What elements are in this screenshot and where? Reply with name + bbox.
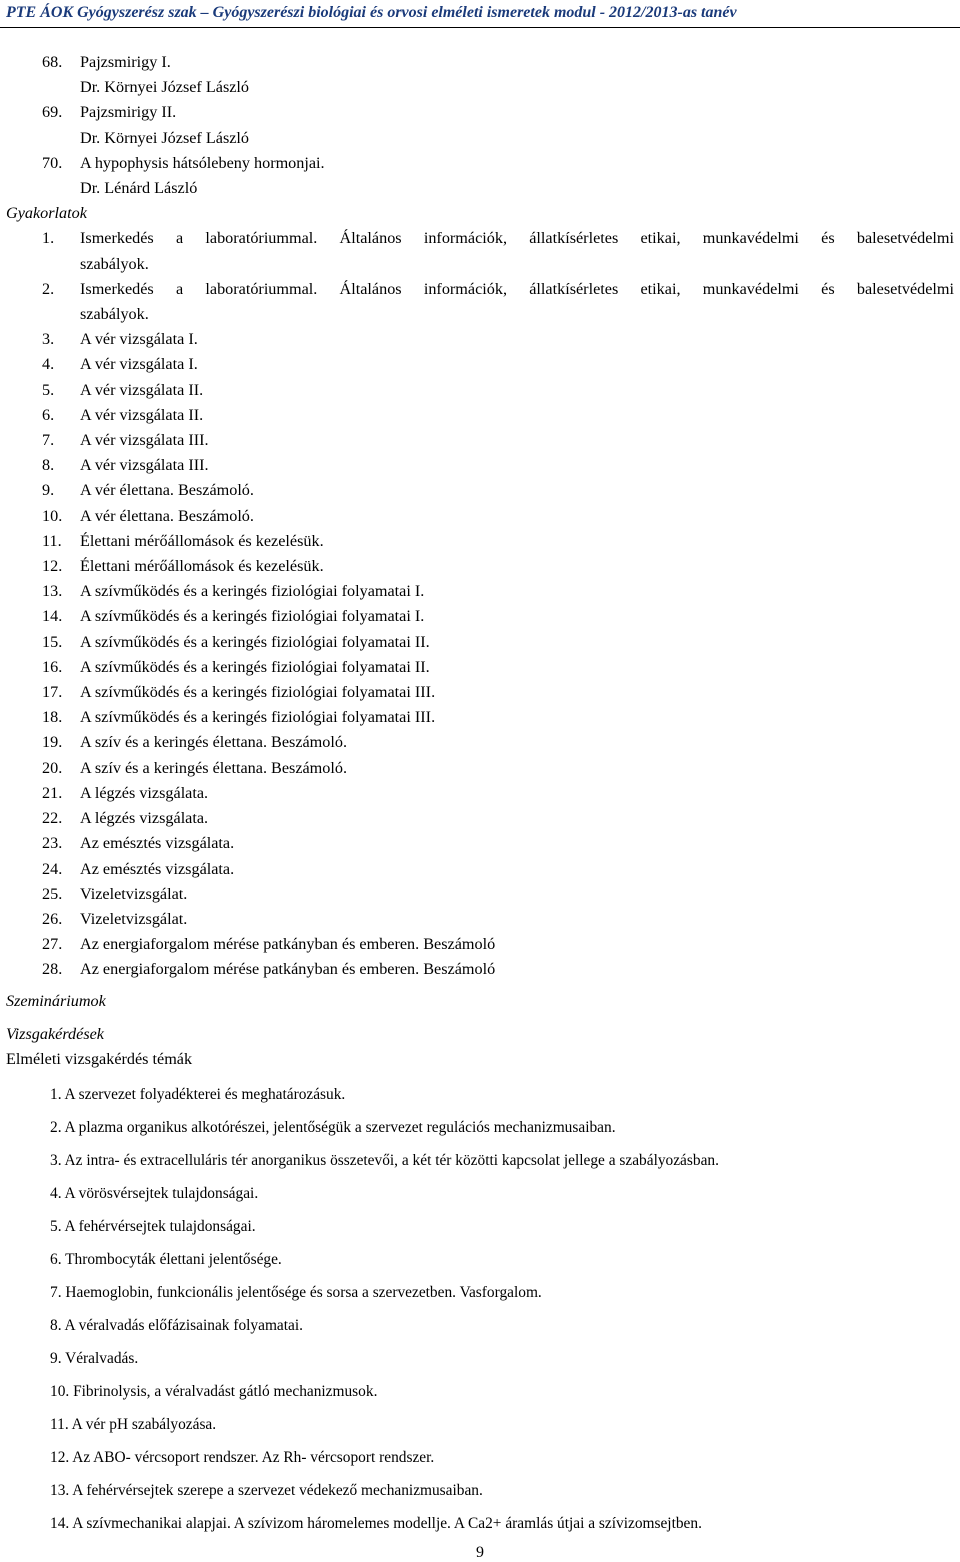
practical-number: 15. [42, 632, 63, 651]
practical-item [0, 604, 960, 629]
exam-topic: 8. A véralvadás előfázisainak folyamatai. [50, 1317, 303, 1335]
practical-item [0, 882, 960, 907]
exam-heading: Vizsgakérdések [6, 1024, 104, 1043]
practical-text: Élettani mérőállomások és kezelésük. [80, 557, 324, 576]
practical-number: 3. [42, 330, 55, 349]
practical-text: A szívműködés és a keringés fiziológiai folyamatai I. [80, 582, 425, 601]
practical-number: 27. [42, 935, 63, 954]
practical-text: Az energiaforgalom mérése patkányban és emberen. Beszámoló [80, 935, 496, 954]
practical-text: Az emésztés vizsgálata. [80, 834, 235, 853]
lecture-list [0, 50, 960, 201]
lecture-title: Pajzsmirigy I. [80, 53, 171, 71]
lecture-number: 70. [42, 153, 63, 172]
practical-text: A vér vizsgálata I. [80, 355, 198, 374]
practical-text: A szívműködés és a keringés fiziológiai folyamatai III. [80, 708, 436, 727]
practical-text: A vér élettana. Beszámoló. [80, 481, 254, 500]
practical-text: A légzés vizsgálata. [80, 809, 209, 828]
practical-item [0, 554, 960, 579]
practical-text: Vizeletvizsgálat. [80, 884, 188, 903]
lecture-lecturer: Dr. Környei József László [80, 128, 250, 147]
practical-item [0, 453, 960, 478]
practical-number: 19. [42, 733, 63, 752]
practical-number: 25. [42, 884, 63, 903]
exam-topic: 12. Az ABO- vércsoport rendszer. Az Rh- vércsoport rendszer. [50, 1449, 435, 1467]
practical-text: A vér vizsgálata I. [80, 330, 198, 349]
practical-text: A szívműködés és a keringés fiziológiai folyamatai I. [80, 607, 425, 626]
practical-number: 4. [42, 355, 55, 374]
lecture-title: A hypophysis hátsólebeny hormonjai. [80, 153, 325, 172]
practical-text: Vizeletvizsgálat. [80, 909, 188, 928]
practical-text: A szív és a keringés élettana. Beszámoló. [80, 758, 348, 777]
practical-item [0, 428, 960, 453]
practical-text: A szív és a keringés élettana. Beszámoló. [80, 733, 348, 752]
practical-number: 8. [42, 456, 55, 475]
lecture-title: Pajzsmirigy II. [80, 103, 177, 122]
practical-text: A szívműködés és a keringés fiziológiai folyamatai II. [80, 632, 430, 651]
header-title: PTE ÁOK Gyógyszerész szak – Gyógyszerészi biológiai és orvosi elméleti ismeretek modul - 2012/2013-as tanév [6, 4, 737, 21]
practical-item [0, 529, 960, 554]
lecture-number: 69. [42, 103, 63, 122]
exam-topic: 3. Az intra- és extracelluláris tér anorganikus összetevői, a két tér közötti kapcsolat jellege a szabályozásban. [50, 1152, 719, 1170]
practical-number: 12. [42, 557, 63, 576]
practical-number: 2. [42, 279, 55, 298]
practical-item [0, 756, 960, 781]
practical-text: Élettani mérőállomások és kezelésük. [80, 531, 324, 550]
practical-text: A vér vizsgálata II. [80, 380, 204, 399]
practical-text: A vér vizsgálata III. [80, 431, 209, 450]
exam-subheading: Elméleti vizsgakérdés témák [6, 1049, 193, 1068]
practical-item [0, 730, 960, 755]
practical-number: 9. [42, 481, 55, 500]
practical-number: 1. [42, 229, 55, 248]
document-body [0, 50, 960, 1540]
practical-item [0, 630, 960, 655]
practical-item [0, 932, 960, 957]
practical-text: A légzés vizsgálata. [80, 783, 209, 802]
practical-number: 14. [42, 607, 63, 626]
practical-item [0, 957, 960, 982]
practical-text: Az energiaforgalom mérése patkányban és emberen. Beszámoló [80, 960, 496, 979]
practical-item [0, 504, 960, 529]
practical-item [0, 781, 960, 806]
seminars-heading: Szemináriumok [6, 991, 106, 1010]
exam-topic: 4. A vörösvérsejtek tulajdonságai. [50, 1185, 259, 1203]
exam-topic: 10. Fibrinolysis, a véralvadást gátló mechanizmusok. [50, 1383, 378, 1401]
practical-number: 24. [42, 859, 63, 878]
practical-number: 5. [42, 380, 55, 399]
exam-topic: 7. Haemoglobin, funkcionális jelentősége és sorsa a szervezetben. Vasforgalom. [50, 1284, 542, 1302]
practical-item [0, 705, 960, 730]
practical-item [0, 352, 960, 377]
practical-item [0, 403, 960, 428]
practical-number: 26. [42, 909, 63, 928]
practical-item [0, 806, 960, 831]
practical-text: A vér vizsgálata III. [80, 456, 209, 475]
practical-text: A vér élettana. Beszámoló. [80, 506, 254, 525]
practical-number: 7. [42, 431, 55, 450]
lecture-item [0, 151, 960, 176]
exam-topic: 6. Thrombocyták élettani jelentősége. [50, 1251, 282, 1269]
practical-text-continued: szabályok. [80, 305, 149, 324]
page-number: 9 [476, 1544, 484, 1561]
practical-item [0, 831, 960, 856]
practical-number: 23. [42, 834, 63, 853]
practical-number: 21. [42, 783, 63, 802]
practical-number: 18. [42, 708, 63, 727]
exam-topic: 14. A szívmechanikai alapjai. A szívizom háromelemes modellje. A Ca2+ áramlás útjai a szívizomsejtben. [50, 1515, 702, 1533]
practical-text: A szívműködés és a keringés fiziológiai folyamatai III. [80, 683, 436, 702]
spacer [0, 1014, 960, 1022]
lecture-item [0, 50, 960, 75]
practicals-list [0, 226, 960, 982]
practical-number: 11. [42, 531, 62, 550]
lecture-number: 68. [42, 53, 63, 71]
practical-text: A szívműködés és a keringés fiziológiai folyamatai II. [80, 657, 430, 676]
exam-topic: 9. Véralvadás. [50, 1350, 139, 1368]
practical-number: 16. [42, 657, 63, 676]
practical-text: Az emésztés vizsgálata. [80, 859, 235, 878]
exam-topic-list [0, 1078, 960, 1540]
practical-number: 6. [42, 405, 55, 424]
exam-topic: 2. A plazma organikus alkotórészei, jelentőségük a szervezet regulációs mechanizmusaiban. [50, 1119, 616, 1137]
practical-text: Ismerkedés a laboratóriummal. Általános információk, állatkísérletes etikai, munkavédelmi és balesetvédelmi [80, 279, 954, 298]
exam-topic: 1. A szervezet folyadékterei és meghatározásuk. [50, 1086, 346, 1104]
practical-number: 13. [42, 582, 63, 601]
exam-topic: 5. A fehérvérsejtek tulajdonságai. [50, 1218, 256, 1236]
practical-text-continued: szabályok. [80, 254, 149, 273]
practical-text: Ismerkedés a laboratóriummal. Általános információk, állatkísérletes etikai, munkavédelmi és balesetvédelmi [80, 229, 954, 248]
practical-item [0, 680, 960, 705]
practical-number: 28. [42, 960, 63, 979]
exam-topic: 13. A fehérvérsejtek szerepe a szervezet védekező mechanizmusaiban. [50, 1482, 483, 1500]
practical-number: 10. [42, 506, 63, 525]
practical-item [0, 378, 960, 403]
practical-item [0, 907, 960, 932]
practical-item [0, 857, 960, 882]
practical-number: 17. [42, 683, 63, 702]
practical-number: 20. [42, 758, 63, 777]
page-header [0, 0, 960, 28]
practical-number: 22. [42, 809, 63, 828]
practicals-heading: Gyakorlatok [6, 204, 87, 223]
practical-item [0, 655, 960, 680]
lecture-item [0, 100, 960, 125]
practical-item [0, 226, 960, 251]
practical-text: A vér vizsgálata II. [80, 405, 204, 424]
exam-topic: 11. A vér pH szabályozása. [50, 1416, 217, 1434]
practical-item [0, 478, 960, 503]
lecture-lecturer: Dr. Lénárd László [80, 179, 198, 198]
practical-item [0, 327, 960, 352]
lecture-lecturer: Dr. Környei József László [80, 78, 250, 97]
practical-item [0, 579, 960, 604]
practical-item [0, 277, 960, 302]
